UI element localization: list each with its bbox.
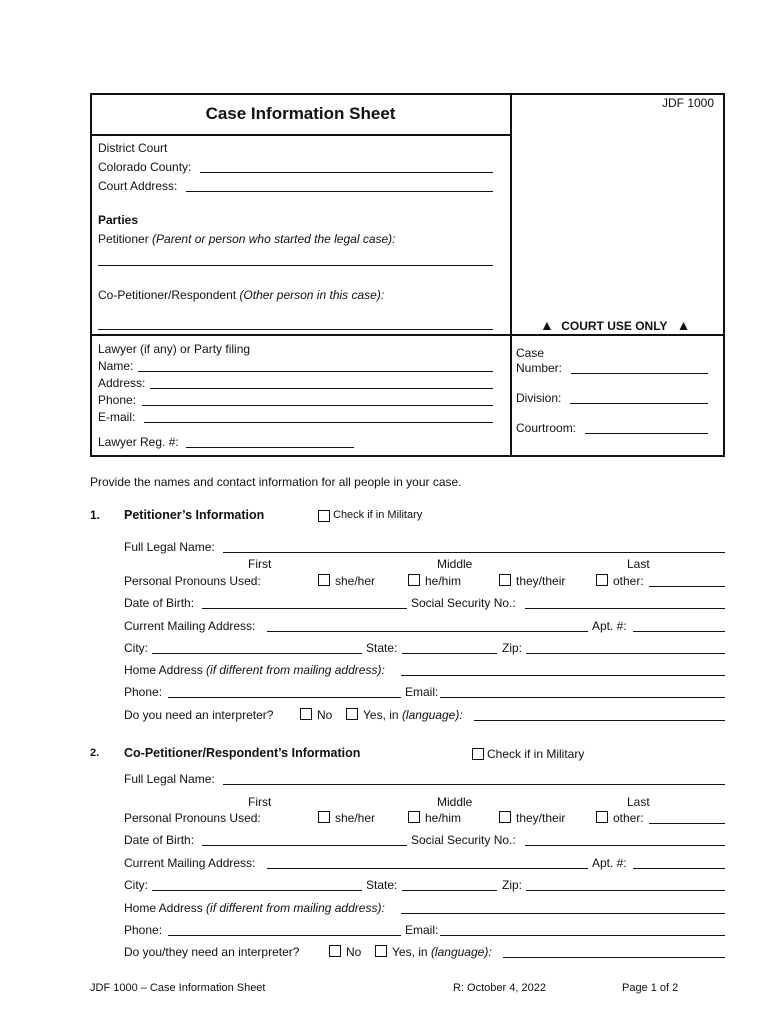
s2-ssn-label: Social Security No.:	[411, 833, 516, 847]
s1-yes-text: Yes, in	[363, 708, 399, 722]
lawyer-address-label: Address:	[98, 376, 146, 390]
copetitioner-note: (Other person in this case):	[239, 288, 385, 302]
s2-zip-label: Zip:	[502, 878, 523, 892]
lawyer-phone-field[interactable]	[142, 405, 493, 406]
s2-mailing-field[interactable]	[267, 868, 588, 869]
county-label: Colorado County:	[98, 160, 192, 174]
s2-language-field[interactable]	[503, 957, 725, 958]
section2-military-label: Check if in Military	[487, 747, 585, 761]
s2-he-checkbox[interactable]	[408, 811, 420, 823]
s1-city-field[interactable]	[152, 653, 362, 654]
up-triangle-left-icon: ▲	[540, 317, 554, 333]
s1-ssn-label: Social Security No.:	[411, 596, 516, 610]
up-triangle-right-icon: ▲	[676, 317, 691, 333]
s1-home-label-text: Home Address	[124, 663, 203, 677]
s1-home-field[interactable]	[401, 675, 725, 676]
title-divider	[90, 134, 511, 136]
s1-zip-label: Zip:	[502, 641, 523, 655]
petitioner-note: (Parent or person who started the legal case):	[152, 232, 396, 246]
parties-heading: Parties	[98, 213, 139, 227]
s1-mailing-field[interactable]	[267, 631, 588, 632]
s1-home-note: (if different from mailing address):	[206, 663, 385, 677]
section1-military-label: Check if in Military	[333, 509, 423, 521]
s1-interpreter-no-checkbox[interactable]	[300, 708, 312, 720]
s2-interpreter-no-label: No	[346, 945, 362, 959]
division-field[interactable]	[570, 403, 708, 404]
county-field[interactable]	[200, 172, 493, 173]
s1-last-label: Last	[627, 557, 650, 571]
courtroom-label: Courtroom:	[516, 421, 577, 435]
s2-pronouns-label: Personal Pronouns Used:	[124, 811, 261, 825]
section1-number: 1.	[90, 508, 101, 522]
footer-revision: R: October 4, 2022	[453, 982, 546, 994]
s2-last-label: Last	[627, 795, 650, 809]
court-address-label: Court Address:	[98, 179, 178, 193]
s2-he-label: he/him	[425, 811, 462, 825]
s2-home-note: (if different from mailing address):	[206, 901, 385, 915]
s2-middle-label: Middle	[437, 795, 473, 809]
s1-city-label: City:	[124, 641, 148, 655]
s1-interpreter-yes-checkbox[interactable]	[346, 708, 358, 720]
s2-interpreter-yes-checkbox[interactable]	[375, 945, 387, 957]
s1-phone-field[interactable]	[168, 697, 401, 698]
s1-she-checkbox[interactable]	[318, 574, 330, 586]
s1-other-field[interactable]	[649, 586, 725, 587]
s1-apt-field[interactable]	[633, 631, 725, 632]
footer-form: JDF 1000 – Case Information Sheet	[90, 982, 266, 994]
copetitioner-label-text: Co-Petitioner/Respondent	[98, 288, 237, 302]
s1-language-field[interactable]	[474, 720, 725, 721]
s2-state-label: State:	[366, 878, 398, 892]
s1-ssn-field[interactable]	[525, 608, 725, 609]
s1-other-checkbox[interactable]	[596, 574, 608, 586]
s2-language-text: (language):	[430, 945, 492, 959]
lawyer-reg-label: Lawyer Reg. #:	[98, 435, 179, 449]
section2-military-checkbox[interactable]	[472, 748, 484, 760]
s2-home-label	[124, 901, 385, 915]
s2-apt-label: Apt. #:	[592, 856, 627, 870]
s2-apt-field[interactable]	[633, 868, 725, 869]
s1-dob-label: Date of Birth:	[124, 596, 195, 610]
form-id: JDF 1000	[662, 96, 715, 110]
lawyer-name-field[interactable]	[138, 371, 493, 372]
instructions: Provide the names and contact information for all people in your case.	[90, 475, 462, 489]
s2-interpreter-no-checkbox[interactable]	[329, 945, 341, 957]
s1-interpreter-no-label: No	[317, 708, 333, 722]
court-use-only	[540, 317, 690, 333]
lawyer-reg-field[interactable]	[186, 447, 354, 448]
s1-state-label: State:	[366, 641, 398, 655]
copetitioner-label	[98, 288, 384, 302]
s2-ssn-field[interactable]	[525, 845, 725, 846]
s2-email-field[interactable]	[440, 935, 725, 936]
caption-vertical-divider	[510, 93, 512, 457]
district-court-label: District Court	[98, 141, 168, 155]
s1-other-label: other:	[613, 574, 644, 588]
s2-zip-field[interactable]	[526, 890, 725, 891]
s2-home-field[interactable]	[401, 913, 725, 914]
s1-email-field[interactable]	[440, 697, 725, 698]
footer-page: Page 1 of 2	[622, 982, 679, 994]
s1-they-label: they/their	[516, 574, 566, 588]
s1-zip-field[interactable]	[526, 653, 725, 654]
s1-dob-field[interactable]	[202, 608, 407, 609]
section2-number: 2.	[90, 747, 100, 759]
lawyer-email-label: E-mail:	[98, 410, 136, 424]
s2-city-label: City:	[124, 878, 148, 892]
s2-other-checkbox[interactable]	[596, 811, 608, 823]
s1-he-label: he/him	[425, 574, 462, 588]
s1-full-name-label: Full Legal Name:	[124, 540, 215, 554]
lawyer-phone-label: Phone:	[98, 393, 137, 407]
s2-phone-field[interactable]	[168, 935, 401, 936]
s2-she-label: she/her	[335, 811, 376, 825]
petitioner-field[interactable]	[98, 265, 493, 266]
s2-dob-label: Date of Birth:	[124, 833, 195, 847]
s1-language-text: (language):	[401, 708, 463, 722]
s2-yes-text: Yes, in	[392, 945, 428, 959]
s2-email-label: Email:	[405, 923, 439, 937]
s2-full-name-label: Full Legal Name:	[124, 772, 215, 786]
s2-phone-label: Phone:	[124, 923, 163, 937]
s2-other-field[interactable]	[649, 823, 725, 824]
copetitioner-field[interactable]	[98, 329, 493, 330]
s2-state-field[interactable]	[402, 890, 497, 891]
s2-they-label: they/their	[516, 811, 566, 825]
case-number-field[interactable]	[571, 373, 708, 374]
division-label: Division:	[516, 391, 562, 405]
court-address-field[interactable]	[186, 191, 493, 192]
section1-military-checkbox[interactable]	[318, 510, 330, 522]
s2-they-checkbox[interactable]	[499, 811, 511, 823]
s1-home-label	[124, 663, 385, 677]
case-number-label: Number:	[516, 361, 563, 375]
lawyer-name-label: Name:	[98, 359, 134, 373]
lawyer-address-field[interactable]	[150, 388, 493, 389]
s1-mailing-label: Current Mailing Address:	[124, 619, 256, 633]
s1-pronouns-label: Personal Pronouns Used:	[124, 574, 261, 588]
s1-interpreter-yes-label	[363, 708, 463, 722]
lawyer-email-field[interactable]	[144, 422, 493, 423]
section1-title: Petitioner’s Information	[124, 508, 265, 522]
s2-interpreter-yes-label	[392, 945, 492, 959]
case-label: Case	[516, 346, 545, 360]
s1-she-label: she/her	[335, 574, 376, 588]
s2-city-field[interactable]	[152, 890, 362, 891]
courtroom-field[interactable]	[585, 433, 708, 434]
s1-middle-label: Middle	[437, 557, 473, 571]
s2-other-label: other:	[613, 811, 644, 825]
s2-first-label: First	[248, 795, 272, 809]
s2-dob-field[interactable]	[202, 845, 407, 846]
s1-email-label: Email:	[405, 685, 439, 699]
s2-interpreter-label: Do you/they need an interpreter?	[124, 945, 300, 959]
petitioner-label-text: Petitioner	[98, 232, 149, 246]
s2-mailing-label: Current Mailing Address:	[124, 856, 256, 870]
s1-apt-label: Apt. #:	[592, 619, 627, 633]
s1-state-field[interactable]	[402, 653, 497, 654]
s2-home-label-text: Home Address	[124, 901, 203, 915]
form-title: Case Information Sheet	[205, 104, 396, 123]
s1-phone-label: Phone:	[124, 685, 163, 699]
section2-title: Co-Petitioner/Respondent’s Information	[124, 746, 361, 760]
s2-she-checkbox[interactable]	[318, 811, 330, 823]
court-use-only-text: COURT USE ONLY	[561, 319, 668, 333]
petitioner-label	[98, 232, 396, 246]
s1-first-label: First	[248, 557, 272, 571]
s1-full-name-field[interactable]	[223, 552, 725, 553]
lawyer-heading: Lawyer (if any) or Party filing	[98, 342, 251, 356]
s2-full-name-field[interactable]	[223, 784, 725, 785]
s1-interpreter-label: Do you need an interpreter?	[124, 708, 274, 722]
s1-he-checkbox[interactable]	[408, 574, 420, 586]
s1-they-checkbox[interactable]	[499, 574, 511, 586]
caption-middle-divider	[90, 334, 725, 336]
